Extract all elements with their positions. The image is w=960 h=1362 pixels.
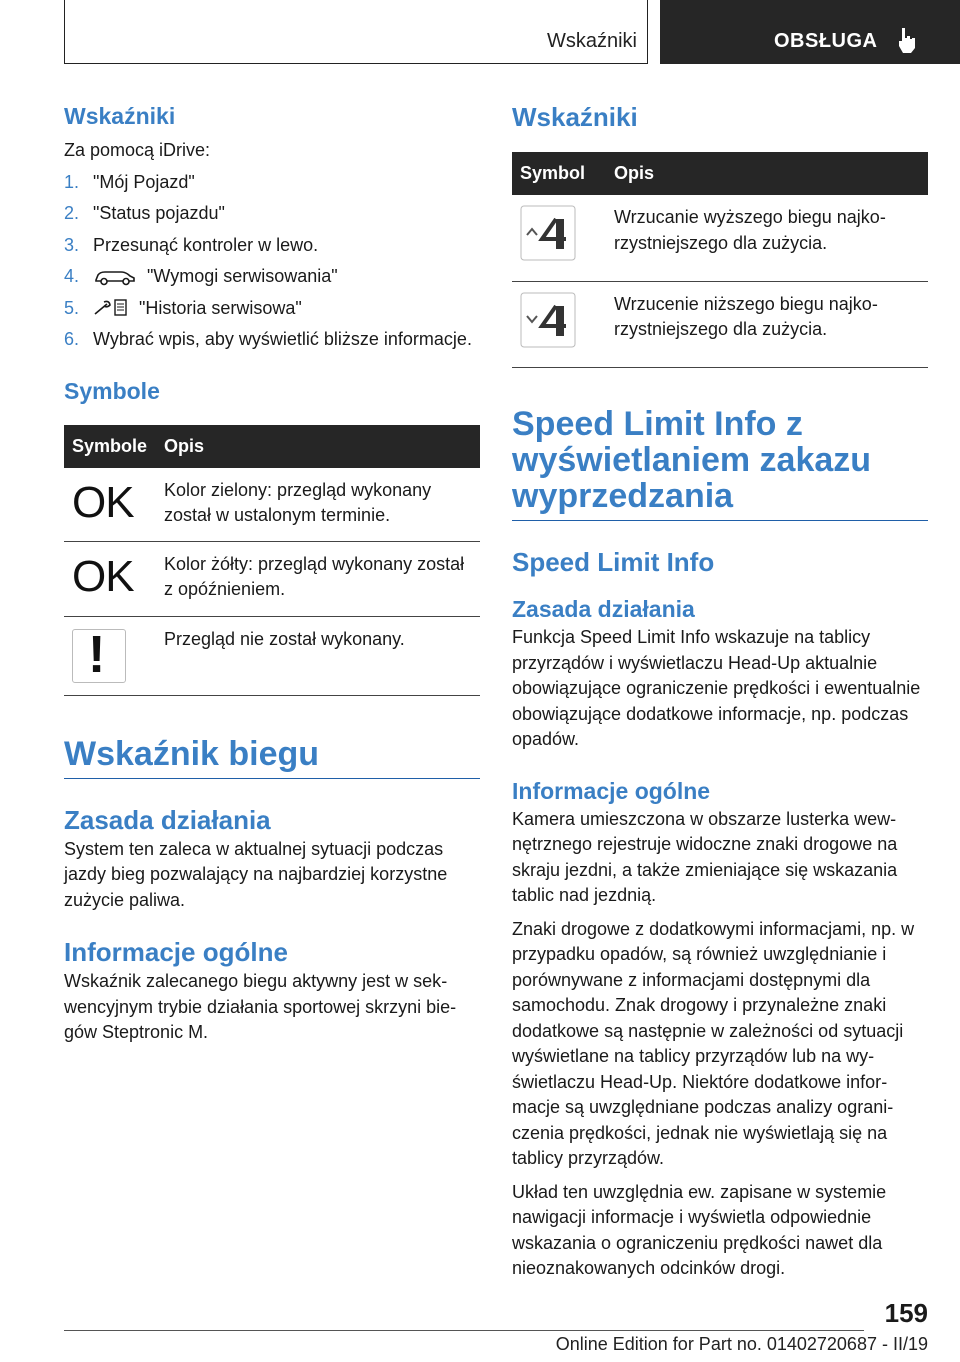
footer-edition: Online Edition for Part no. 01402720687 - II/19 [555,1334,928,1354]
gear-col-symbol: Symbol [512,152,606,195]
gear-desc: Wrzucenie niższego biegu najkorzystniejszego dla zużycia. [606,281,928,368]
gear-symbol-table [512,152,928,368]
table-row [512,195,928,281]
section-heading-indicators: Wskaźniki [64,103,176,129]
gear-down-4-icon [520,292,576,348]
table-row [512,281,928,368]
table-row [64,468,480,542]
section-heading-indicators-right: Wskaźniki [512,102,638,132]
step-item: 3. Przesunąć kontroler w lewo. [64,234,319,255]
step-item: 1. "Mój Pojazd" [64,171,195,192]
ok-yellow-icon: OK [72,551,134,601]
header-section-title: Wskaźniki [546,30,637,52]
page-number: 159 [884,1298,928,1328]
symbol-desc: Przegląd nie został wykonany. [156,616,480,695]
gear-general-text: Wskaźnik zalecanego biegu aktywny jest w sekwencyjnym trybie działania sportowej skrzyni biegów Steptronic M. [64,971,457,1042]
gear-general-heading: Informacje ogólne [64,937,288,967]
step-item: 4. "Wymogi serwisowania" [64,266,338,286]
sli-principle-heading: Zasada działania [512,596,695,622]
hand-pointer-icon [896,26,918,54]
sli-general-para-1: Kamera umieszczona w obszarze lusterka wewnętrznego rejestruje widoczne znaki drogowe na skraju jezdni, a także zmieniające się wskazania tablic nad jezdnią. [512,808,898,905]
table-row [64,616,480,695]
symbols-col-symbol: Symbole [64,425,156,468]
car-service-icon [93,268,137,286]
speed-limit-info-subtitle: Speed Limit Info [512,547,715,577]
gear-desc: Wrzucanie wyższego biegu najkorzystniejszego dla zużycia. [606,195,928,281]
symbol-desc: Kolor żółty: przegląd wykonany został z opóźnieniem. [156,541,480,616]
sli-principle-text: Funkcja Speed Limit Info wskazuje na tablicy przyrządów i wyświetlaczu Head-Up aktualnie obowiązujące ograniczenie prędkości i ewentualnie obowiązujące dodatkowe informacje, np. podczas opadów. [512,627,921,749]
step-list [64,170,480,353]
step-item: 6. Wybrać wpis, aby wyświetlić bliższe informacje. [64,329,472,349]
gear-principle-heading: Zasada działania [64,804,271,835]
ok-green-icon: OK [72,477,134,527]
service-history-icon [93,298,129,318]
sli-general-para-2: Znaki drogowe z dodatkowymi informacjami, np. w przypadku opadów, są również uwzględnianie i porównywane z informacjami dostępnymi dla samochodu. Znak drogowy i przynależne znaki dodatkowe są następnie w zależności od sytuacji wyświetlane na tablicy przyrządów lub na wyświetlaczu Head-Up. Niektóre dodatkowe informacje są uwzględniane podczas analizy ograniczenia prędkości, jednak nie wyświetlają się na tablicy przyrządów. [512,918,915,1168]
sli-general-para-3: Układ ten uwzględnia ew. zapisane w systemie nawigacji informacje i wyświetla odpowiednie wskazania o ograniczeniu prędkości nawet dla nieoznakowanych odcinków drogi. [512,1181,887,1278]
header-chapter-tab [660,0,960,64]
left-column [64,100,480,1046]
symbols-col-desc: Opis [156,425,480,468]
exclamation-icon: ! [72,629,126,683]
gear-up-4-icon [520,205,576,261]
gear-principle-text: System ten zaleca w aktualnej sytuacji podczas jazdy bieg pozwalający na najbardziej korzystne zużycie paliwa. [64,838,448,910]
gear-indicator-title: Wskaźnik biegu [64,736,480,779]
speed-limit-info-title: Speed Limit Info z wyświetlaniem zakazu wyprzedzania [512,406,928,521]
symbols-table [64,425,480,696]
chapter-tab-label: OBSŁUGA [774,30,878,52]
header-section-box [64,0,648,64]
intro-text: Za pomocą iDrive: [64,140,211,160]
symbols-heading: Symbole [64,377,160,404]
gear-col-desc: Opis [606,152,928,195]
right-column [512,100,928,1282]
footer-divider [64,1330,864,1331]
step-item: 2. "Status pojazdu" [64,203,225,223]
sli-general-heading: Informacje ogólne [512,777,711,804]
symbol-desc: Kolor zielony: przegląd wykonany został w ustalonym terminie. [156,468,480,542]
step-item: 5. "Historia serwisowa" [64,297,302,318]
table-row [64,541,480,616]
